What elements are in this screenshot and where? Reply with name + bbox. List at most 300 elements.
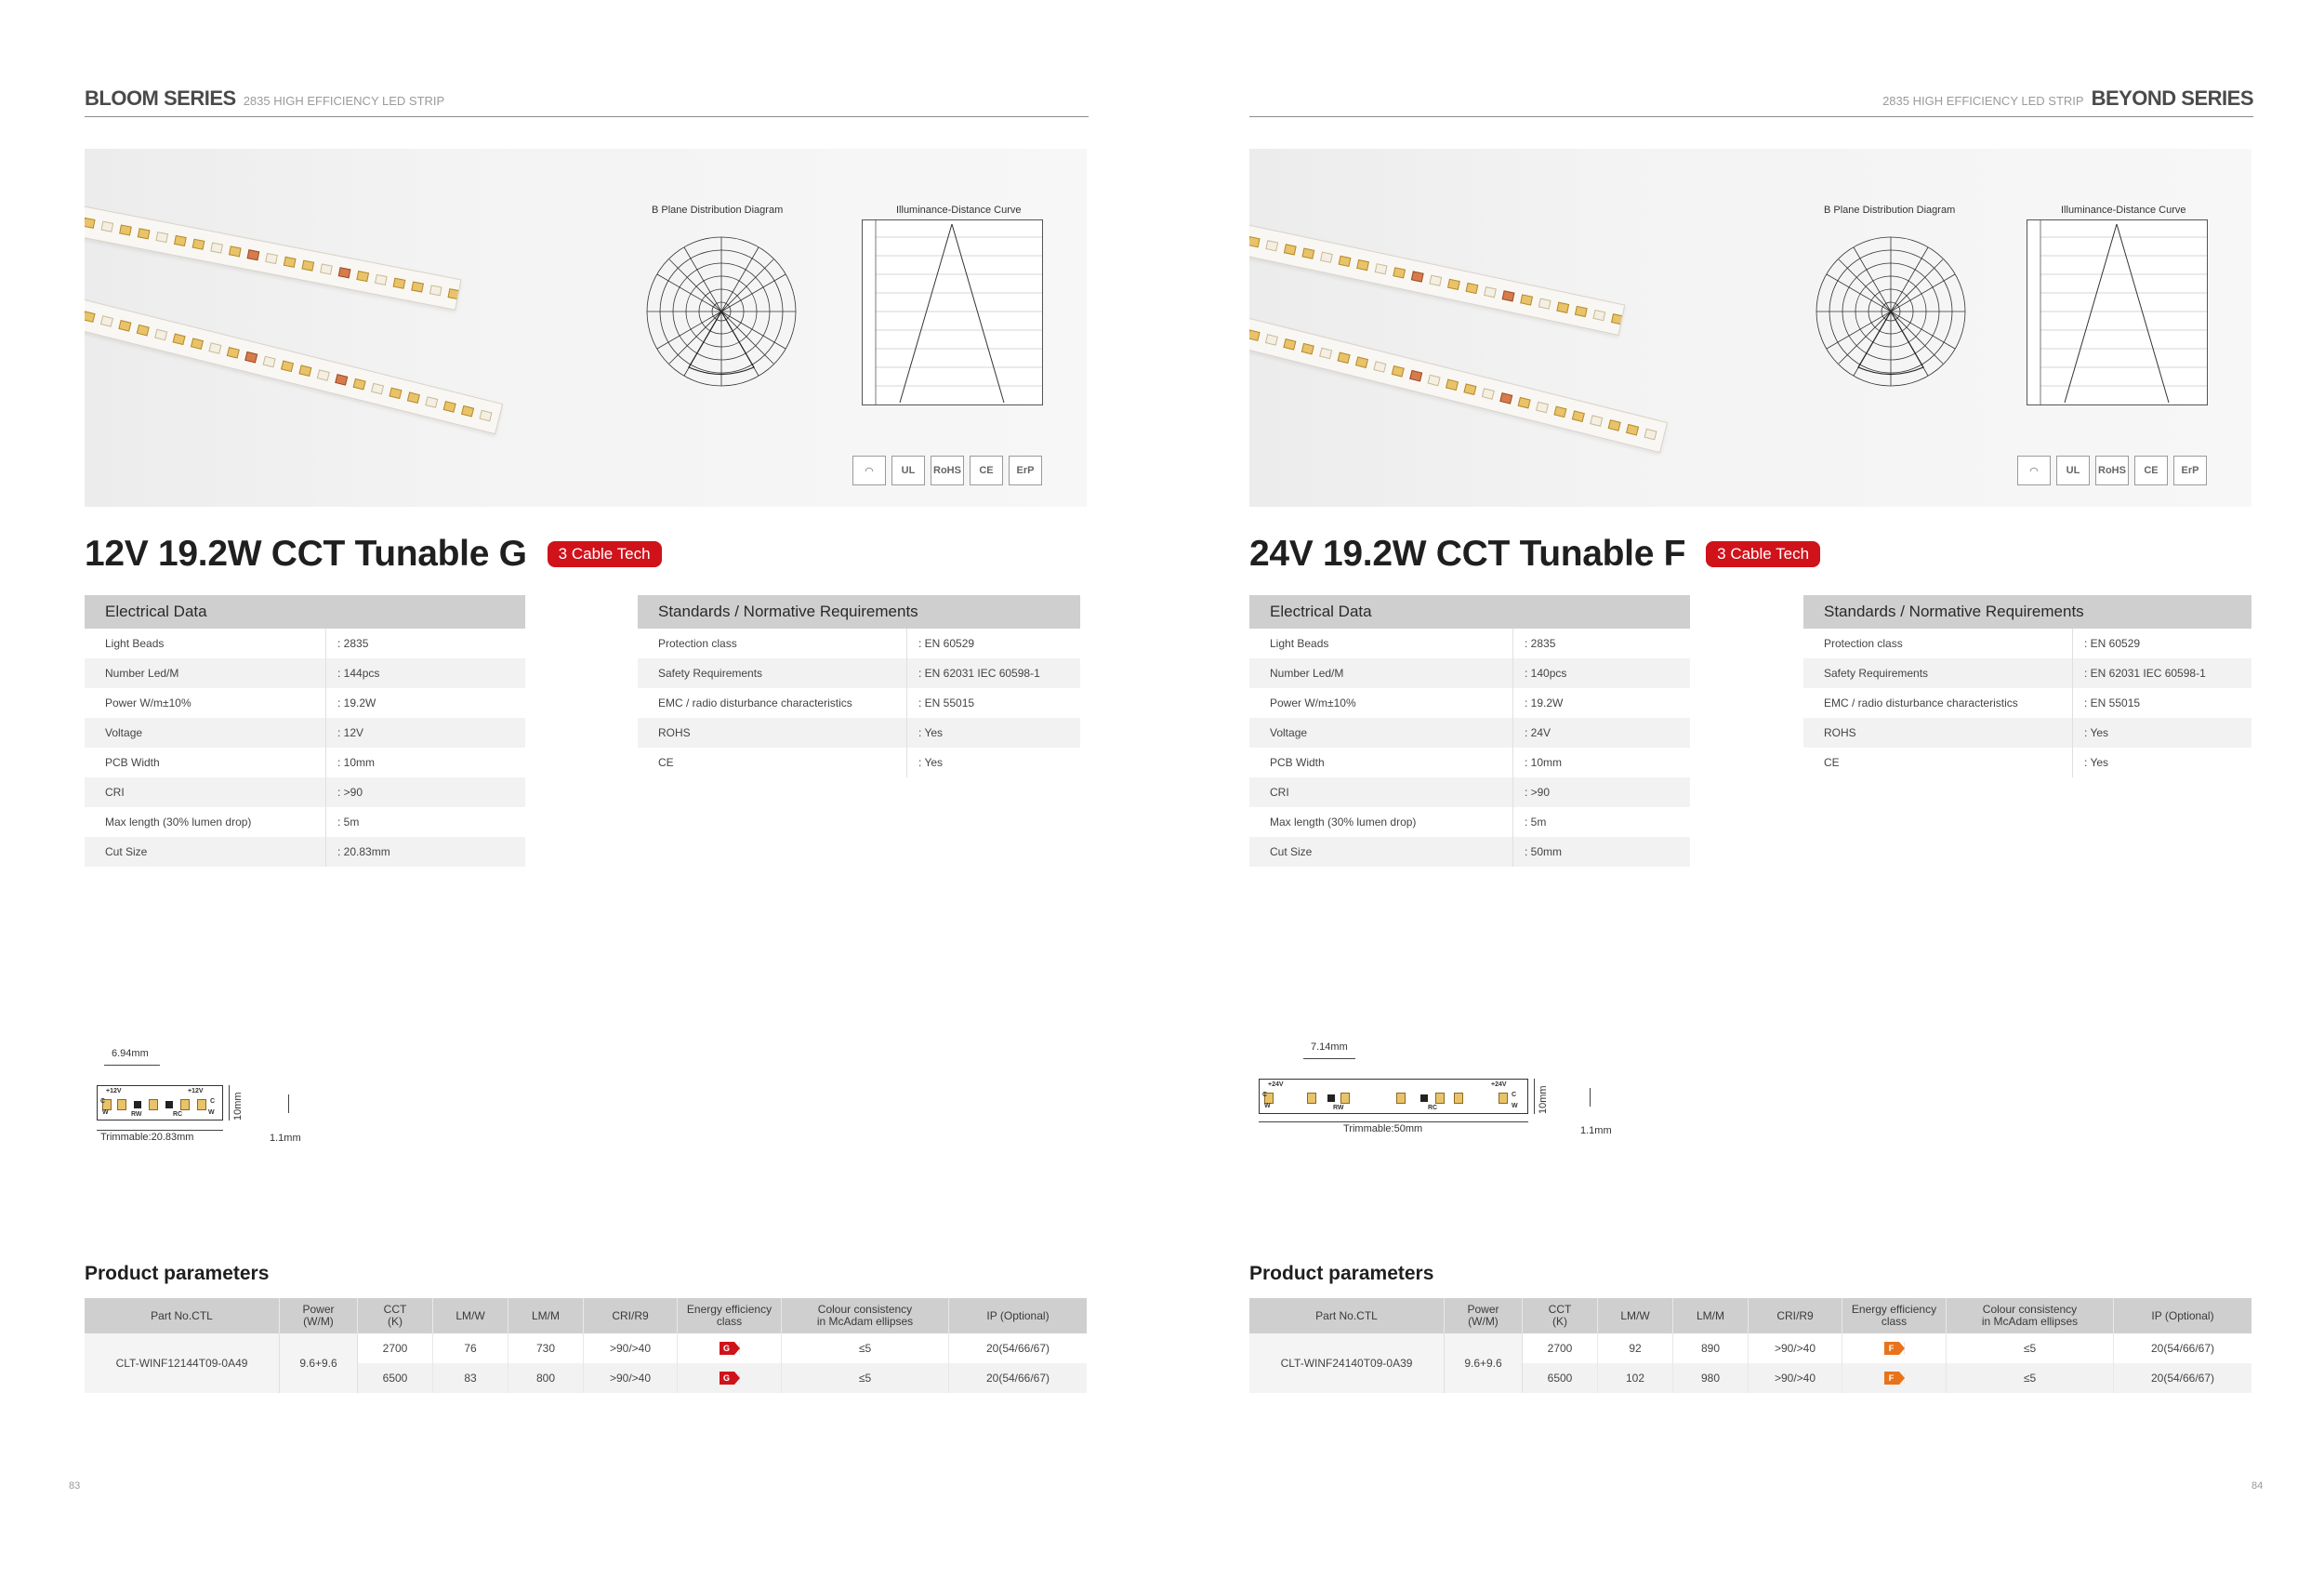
resistor — [1420, 1094, 1428, 1102]
pad-mark: RW — [1333, 1105, 1344, 1111]
cri-cell: >90/>40 — [584, 1333, 678, 1363]
led-chip — [1611, 313, 1624, 325]
product-title: 12V 19.2W CCT Tunable G — [85, 534, 527, 574]
pad-mark: W — [102, 1109, 109, 1116]
table-row — [85, 807, 525, 837]
energy-class-arrow-icon — [1884, 1372, 1905, 1385]
table-row — [1803, 658, 2251, 688]
led-pad — [1435, 1093, 1445, 1104]
column-header: LM/W — [1598, 1298, 1673, 1333]
trim-dimension-line — [97, 1130, 223, 1131]
page-number: 84 — [2251, 1480, 2264, 1492]
certification-icons — [852, 456, 1042, 485]
page-right — [1162, 0, 2324, 1578]
trim-label: Trimmable:50mm — [1343, 1123, 1423, 1134]
led-chip — [192, 239, 205, 250]
led-chip — [1626, 424, 1639, 436]
row-value: : EN 55015 — [2084, 696, 2141, 709]
led-chip — [429, 285, 442, 296]
product-title-row — [1249, 534, 1820, 575]
standards-heading: Standards / Normative Requirements — [1803, 595, 2251, 629]
led-chip — [247, 249, 260, 260]
column-header: LM/M — [1673, 1298, 1749, 1333]
column-header: Part No.CTL — [1249, 1298, 1445, 1333]
table-row — [1249, 837, 1690, 867]
led-chip — [1644, 429, 1657, 441]
rohs-icon: RoHS — [2095, 456, 2129, 485]
led-chip — [119, 224, 132, 235]
led-chip — [227, 347, 240, 359]
table-row — [85, 748, 525, 777]
led-chip — [208, 342, 221, 354]
led-pad — [1499, 1093, 1508, 1104]
row-value: : 5m — [1525, 816, 1547, 829]
led-chip — [191, 338, 204, 350]
power-value: 9.6+9.6 — [1445, 1333, 1523, 1393]
energy-class-letter: G — [720, 1342, 734, 1355]
led-pad — [1340, 1093, 1350, 1104]
diagram-title: B Plane Distribution Diagram — [1824, 205, 1956, 216]
energy-class-cell — [1842, 1363, 1947, 1393]
pad-mark: W — [1264, 1103, 1271, 1109]
row-value: : 50mm — [1525, 845, 1563, 858]
led-chip — [1482, 388, 1495, 400]
product-hero — [1249, 149, 2251, 507]
led-chip — [389, 388, 402, 400]
resistor — [134, 1101, 141, 1108]
led-chip — [244, 351, 257, 364]
dimmable-icon: ◠ — [852, 456, 886, 485]
led-chip — [356, 271, 369, 282]
led-chip — [100, 315, 113, 327]
row-key: Protection class — [638, 629, 907, 658]
led-chip — [1411, 271, 1424, 282]
table-row — [1249, 688, 1690, 718]
lmm-cell: 800 — [508, 1363, 584, 1393]
led-chip — [448, 288, 461, 299]
product-title-row — [85, 534, 662, 575]
pitch-dimension-line — [104, 1065, 160, 1066]
ip-cell: 20(54/66/67) — [2150, 1342, 2215, 1355]
energy-class-cell — [678, 1333, 782, 1363]
cri-cell: >90/>40 — [584, 1363, 678, 1393]
lmw-cell: 92 — [1598, 1333, 1673, 1363]
row-key: Light Beads — [85, 629, 326, 658]
plus-label: +24V — [1491, 1081, 1507, 1088]
macadam-cell: ≤5 — [782, 1333, 949, 1363]
product-parameters-table — [1249, 1298, 2251, 1393]
led-chip — [1393, 267, 1406, 278]
macadam-cell: ≤5 — [1947, 1363, 2114, 1393]
dimension-drawing — [1255, 1040, 1612, 1151]
led-chip — [173, 334, 186, 346]
cct-cell: 2700 — [1523, 1333, 1598, 1363]
led-chip — [1447, 279, 1460, 290]
led-chip — [1338, 352, 1351, 365]
table-row — [358, 1363, 1087, 1393]
column-header: Energy efficiency class — [678, 1298, 782, 1333]
row-key: Power W/m±10% — [85, 688, 326, 718]
row-key: CRI — [1249, 777, 1513, 807]
led-pad — [1454, 1093, 1463, 1104]
row-key: Protection class — [1803, 629, 2073, 658]
power-value: 9.6+9.6 — [280, 1333, 358, 1393]
electrical-data-heading: Electrical Data — [1249, 595, 1690, 629]
row-key: Number Led/M — [85, 658, 326, 688]
column-header: CCT (K) — [358, 1298, 433, 1333]
led-chip — [1428, 375, 1441, 387]
led-chip — [85, 218, 96, 229]
row-value: : Yes — [918, 726, 944, 739]
led-chip — [1375, 263, 1388, 274]
thickness-label: 1.1mm — [1580, 1125, 1612, 1136]
table-row — [1803, 688, 2251, 718]
lmw-cell: 102 — [1598, 1363, 1673, 1393]
energy-class-cell — [1842, 1333, 1947, 1363]
led-chip — [1320, 252, 1333, 263]
ip-cell: 20(54/66/67) — [985, 1342, 1050, 1355]
row-value: : 2835 — [337, 637, 369, 650]
table-row — [1249, 748, 1690, 777]
pad-mark: C — [1262, 1092, 1268, 1098]
product-parameters-title: Product parameters — [1249, 1263, 1434, 1284]
column-header: CCT (K) — [1523, 1298, 1598, 1333]
led-chip — [229, 245, 242, 257]
ce-icon: CE — [2134, 456, 2168, 485]
led-chip — [1536, 402, 1549, 414]
row-key: Safety Requirements — [638, 658, 907, 688]
led-chip — [1249, 329, 1261, 341]
led-chip — [1553, 406, 1566, 418]
led-chip — [155, 232, 168, 243]
led-chip — [407, 391, 420, 404]
pcb-outline — [1259, 1079, 1528, 1114]
led-chip — [1284, 244, 1297, 255]
led-chip — [284, 257, 297, 268]
led-chip — [1575, 306, 1588, 317]
ce-icon: CE — [970, 456, 1003, 485]
led-chip — [353, 378, 366, 391]
table-row — [85, 688, 525, 718]
column-header: LM/W — [433, 1298, 508, 1333]
table-row — [638, 688, 1080, 718]
led-chip — [1373, 361, 1386, 373]
row-key: Number Led/M — [1249, 658, 1513, 688]
column-header: Power (W/M) — [280, 1298, 358, 1333]
row-key: Light Beads — [1249, 629, 1513, 658]
row-value: : Yes — [918, 756, 944, 769]
series-name: BLOOM SERIES — [85, 86, 236, 110]
row-value: : 10mm — [337, 756, 376, 769]
trim-label: Trimmable:20.83mm — [100, 1132, 194, 1143]
led-chip — [425, 396, 438, 408]
part-number: CLT-WINF12144T09-0A49 — [85, 1333, 280, 1393]
width-label: 10mm — [1538, 1085, 1549, 1114]
led-strip-image — [85, 205, 462, 311]
trim-dimension-line — [1259, 1121, 1528, 1122]
row-value: : 144pcs — [337, 667, 380, 680]
table-row — [1249, 658, 1690, 688]
led-pad — [1396, 1093, 1406, 1104]
led-chip — [1355, 356, 1368, 368]
led-chip — [1249, 236, 1261, 247]
illuminance-curve — [2027, 219, 2208, 405]
led-chip — [1265, 334, 1278, 346]
row-value: : 19.2W — [1525, 696, 1564, 709]
led-chip — [1499, 392, 1512, 404]
row-value: : 12V — [337, 726, 364, 739]
led-pad — [117, 1099, 126, 1110]
column-header: CRI/R9 — [1749, 1298, 1842, 1333]
pad-mark: RC — [1428, 1105, 1438, 1111]
led-pad — [1307, 1093, 1316, 1104]
led-chip — [338, 267, 351, 278]
led-chip — [1301, 343, 1314, 355]
plus-label: +24V — [1268, 1081, 1284, 1088]
row-key: CRI — [85, 777, 326, 807]
table-header — [1249, 1298, 2251, 1333]
led-chip — [1572, 410, 1585, 422]
electrical-data-table — [85, 595, 525, 867]
pitch-dimension-line — [1303, 1058, 1355, 1059]
row-value: : Yes — [2084, 726, 2109, 739]
table-header — [85, 1298, 1087, 1333]
electrical-data-heading: Electrical Data — [85, 595, 525, 629]
led-chip — [411, 282, 424, 293]
pitch-label: 7.14mm — [1311, 1041, 1348, 1053]
row-key: EMC / radio disturbance characteristics — [1803, 688, 2073, 718]
led-chip — [1590, 415, 1603, 427]
led-chip — [1463, 383, 1476, 395]
table-row — [85, 777, 525, 807]
led-chip — [371, 383, 384, 395]
column-header: CRI/R9 — [584, 1298, 678, 1333]
row-value: : 10mm — [1525, 756, 1563, 769]
row-value: : EN 62031 IEC 60598-1 — [2084, 667, 2206, 680]
energy-class-cell — [678, 1363, 782, 1393]
thickness-label: 1.1mm — [270, 1133, 301, 1144]
row-value: : >90 — [337, 786, 363, 799]
row-value: : EN 60529 — [918, 637, 975, 650]
cable-tech-badge: 3 Cable Tech — [548, 541, 662, 567]
table-row — [85, 718, 525, 748]
lmw-cell: 83 — [433, 1363, 508, 1393]
row-value: : EN 55015 — [918, 696, 975, 709]
curve-title: Illuminance-Distance Curve — [896, 205, 1022, 216]
row-key: Cut Size — [85, 837, 326, 867]
page-header — [1249, 87, 2253, 117]
led-chip — [375, 274, 388, 285]
table-row — [85, 837, 525, 867]
row-key: ROHS — [638, 718, 907, 748]
width-label: 10mm — [232, 1092, 244, 1121]
macadam-cell: ≤5 — [1947, 1333, 2114, 1363]
table-row — [85, 658, 525, 688]
pad-mark: C — [100, 1098, 106, 1105]
product-title: 24V 19.2W CCT Tunable F — [1249, 534, 1686, 574]
led-chip — [1339, 256, 1352, 267]
led-chip — [118, 320, 131, 332]
row-value: : 5m — [337, 816, 360, 829]
series-subtitle: 2835 HIGH EFFICIENCY LED STRIP — [1882, 94, 2084, 108]
row-key: Power W/m±10% — [1249, 688, 1513, 718]
row-value: : 20.83mm — [337, 845, 390, 858]
led-chip — [85, 311, 96, 323]
column-header: LM/M — [508, 1298, 584, 1333]
column-header: Part No.CTL — [85, 1298, 280, 1333]
pitch-label: 6.94mm — [112, 1048, 149, 1059]
table-row — [1803, 748, 2251, 777]
row-key: Voltage — [85, 718, 326, 748]
lmm-cell: 730 — [508, 1333, 584, 1363]
thickness-outline — [288, 1094, 289, 1113]
led-strip-image — [85, 298, 503, 435]
led-chip — [1520, 294, 1533, 305]
electrical-data-table — [1249, 595, 1690, 867]
table-row — [1249, 718, 1690, 748]
series-name: BEYOND SERIES — [2091, 86, 2253, 110]
row-key: Max length (30% lumen drop) — [1249, 807, 1513, 837]
table-row — [1803, 629, 2251, 658]
row-value: : 140pcs — [1525, 667, 1567, 680]
resistor — [1327, 1094, 1335, 1102]
pad-mark: RC — [173, 1111, 183, 1118]
series-subtitle: 2835 HIGH EFFICIENCY LED STRIP — [243, 94, 445, 108]
thickness-outline — [1590, 1088, 1591, 1107]
certification-icons — [2017, 456, 2207, 485]
led-chip — [1356, 259, 1369, 271]
polar-diagram — [614, 219, 828, 404]
diagram-title: B Plane Distribution Diagram — [652, 205, 784, 216]
pad-mark: C — [210, 1098, 216, 1105]
led-chip — [1319, 348, 1332, 360]
led-chip — [335, 374, 348, 386]
led-chip — [174, 235, 187, 246]
led-chip — [1301, 247, 1314, 259]
cri-cell: >90/>40 — [1749, 1333, 1842, 1363]
rohs-icon: RoHS — [931, 456, 964, 485]
led-pad — [197, 1099, 206, 1110]
energy-class-arrow-icon — [720, 1372, 740, 1385]
page-number: 83 — [69, 1480, 81, 1492]
erp-icon: ErP — [1009, 456, 1042, 485]
energy-class-letter: F — [1884, 1372, 1899, 1385]
led-chip — [1518, 397, 1531, 409]
led-strip-image — [1249, 223, 1625, 336]
product-parameters-table — [85, 1298, 1087, 1393]
column-header: Colour consistency in McAdam ellipses — [782, 1298, 949, 1333]
table-row — [1803, 718, 2251, 748]
led-pad — [149, 1099, 158, 1110]
table-row — [1523, 1363, 2251, 1393]
standards-table — [638, 595, 1080, 777]
part-number: CLT-WINF24140T09-0A39 — [1249, 1333, 1445, 1393]
column-header: Power (W/M) — [1445, 1298, 1523, 1333]
row-key: EMC / radio disturbance characteristics — [638, 688, 907, 718]
row-key: ROHS — [1803, 718, 2073, 748]
led-chip — [1484, 286, 1497, 298]
led-strip-image — [1249, 317, 1668, 454]
led-chip — [1446, 379, 1459, 391]
led-chip — [461, 405, 474, 418]
plus-label: +12V — [188, 1088, 204, 1094]
row-key: Cut Size — [1249, 837, 1513, 867]
plus-label: +12V — [106, 1088, 122, 1094]
resistor — [165, 1101, 173, 1108]
erp-icon: ErP — [2173, 456, 2207, 485]
led-chip — [137, 325, 150, 337]
table-row — [1249, 777, 1690, 807]
cri-cell: >90/>40 — [1749, 1363, 1842, 1393]
energy-class-arrow-icon — [1884, 1342, 1905, 1355]
row-key: CE — [638, 748, 907, 777]
led-chip — [1409, 370, 1422, 382]
energy-class-arrow-icon — [720, 1342, 740, 1355]
row-value: : EN 60529 — [2084, 637, 2141, 650]
width-dimension-line — [229, 1085, 230, 1121]
curve-title: Illuminance-Distance Curve — [2061, 205, 2186, 216]
led-chip — [1538, 298, 1552, 310]
row-key: CE — [1803, 748, 2073, 777]
cct-cell: 2700 — [358, 1333, 433, 1363]
ul-icon: UL — [2056, 456, 2090, 485]
energy-class-letter: G — [720, 1372, 734, 1385]
led-chip — [101, 221, 114, 232]
table-row — [1249, 807, 1690, 837]
ip-cell: 20(54/66/67) — [985, 1372, 1050, 1385]
row-key: PCB Width — [1249, 748, 1513, 777]
led-chip — [479, 410, 492, 422]
cct-cell: 6500 — [1523, 1363, 1598, 1393]
led-pad — [180, 1099, 190, 1110]
ip-cell: 20(54/66/67) — [2150, 1372, 2215, 1385]
macadam-cell: ≤5 — [782, 1363, 949, 1393]
column-header: IP (Optional) — [2151, 1308, 2214, 1322]
energy-class-letter: F — [1884, 1342, 1899, 1355]
lmw-cell: 76 — [433, 1333, 508, 1363]
row-value: : 19.2W — [337, 696, 376, 709]
polar-diagram — [1784, 219, 1998, 404]
led-chip — [138, 228, 151, 239]
table-row — [638, 718, 1080, 748]
row-key: Safety Requirements — [1803, 658, 2073, 688]
led-chip — [1283, 338, 1296, 351]
led-chip — [1466, 283, 1479, 294]
led-chip — [1429, 275, 1442, 286]
cct-cell: 6500 — [358, 1363, 433, 1393]
led-chip — [210, 243, 223, 254]
row-value: : EN 62031 IEC 60598-1 — [918, 667, 1040, 680]
dimension-drawing — [93, 1046, 335, 1158]
table-row — [638, 629, 1080, 658]
table-row — [1249, 629, 1690, 658]
led-chip — [443, 401, 456, 413]
row-value: : 24V — [1525, 726, 1552, 739]
lmm-cell: 980 — [1673, 1363, 1749, 1393]
pad-mark: RW — [131, 1111, 142, 1118]
led-chip — [1265, 240, 1278, 251]
standards-table — [1803, 595, 2251, 777]
table-row — [1523, 1333, 2251, 1363]
column-header: Energy efficiency class — [1842, 1298, 1947, 1333]
led-chip — [393, 278, 406, 289]
table-row — [638, 748, 1080, 777]
led-chip — [263, 356, 276, 368]
led-chip — [281, 361, 294, 373]
row-key: Max length (30% lumen drop) — [85, 807, 326, 837]
illuminance-curve — [862, 219, 1043, 405]
led-chip — [1392, 365, 1405, 378]
